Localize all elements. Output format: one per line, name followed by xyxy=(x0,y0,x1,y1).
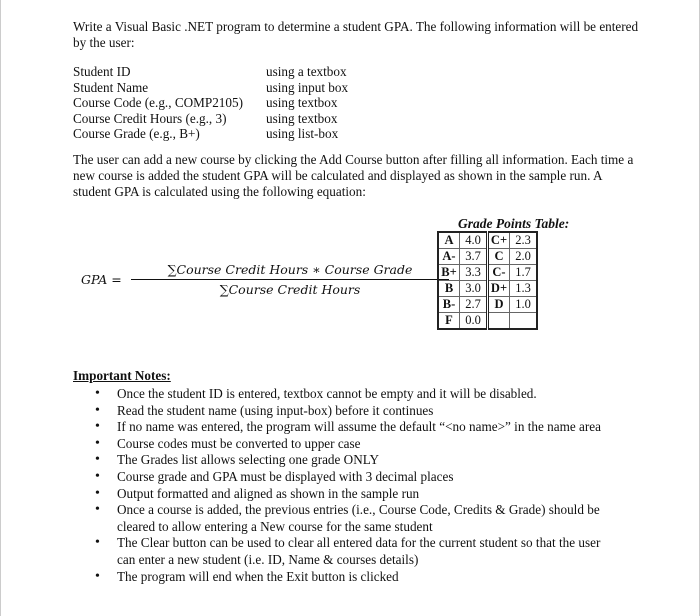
note-item xyxy=(73,386,643,403)
note-item xyxy=(73,569,643,586)
grade-points: 1.7 xyxy=(510,265,538,281)
note-line: The program will end when the Exit button is clicked xyxy=(117,568,399,584)
bullet-icon: • xyxy=(95,535,100,551)
field-label: Student Name xyxy=(73,79,149,95)
grade-letter: B+ xyxy=(438,265,460,281)
field-input-type: using a textbox xyxy=(266,64,347,79)
grade-letter: C+ xyxy=(488,232,510,249)
field-label: Course Grade (e.g., B+) xyxy=(73,126,200,141)
grade-table-title: Grade Points Table: xyxy=(458,216,570,231)
grade-points: 3.0 xyxy=(460,281,488,297)
intro-line-1: Write a Visual Basic .NET program to determine a student GPA. The following information will be entered xyxy=(73,19,639,34)
grade-points: 3.3 xyxy=(460,265,488,281)
grade-points: 2.7 xyxy=(460,297,488,313)
grade-row xyxy=(438,265,537,281)
note-item xyxy=(73,452,643,469)
note-item xyxy=(73,436,643,453)
grade-row xyxy=(438,281,537,297)
note-line: Course grade and GPA must be displayed with 3 decimal places xyxy=(117,468,454,484)
grade-points-table xyxy=(437,231,538,330)
note-item xyxy=(73,502,643,535)
grade-letter: C- xyxy=(488,265,510,281)
grade-letter: B- xyxy=(438,297,460,313)
grade-points: 2.3 xyxy=(510,232,538,249)
note-item xyxy=(73,403,643,420)
bullet-icon: • xyxy=(95,502,100,518)
grade-letter: A- xyxy=(438,249,460,265)
field-label: Course Credit Hours (e.g., 3) xyxy=(73,110,227,126)
grade-letter: A xyxy=(438,232,460,249)
grade-letter: C xyxy=(488,249,510,265)
bullet-icon: • xyxy=(95,435,100,451)
grade-letter: D+ xyxy=(488,281,510,297)
bullet-icon: • xyxy=(95,568,100,584)
field-input-type: using textbox xyxy=(266,95,338,110)
grade-points: 1.3 xyxy=(510,281,538,297)
note-line: If no name was entered, the program will assume the default “<no name>” in the name area xyxy=(117,419,601,435)
field-input-type: using textbox xyxy=(266,110,338,126)
grade-row xyxy=(438,297,537,313)
notes-heading: Important Notes: xyxy=(73,368,171,383)
note-line: Output formatted and aligned as shown in the sample run xyxy=(117,485,420,501)
bullet-icon: • xyxy=(95,452,100,468)
note-line: Once the student ID is entered, textbox cannot be empty and it will be disabled. xyxy=(117,386,537,401)
formula-numerator: ∑Course Credit Hours ∗ Course Grade xyxy=(131,262,449,280)
grade-points: 4.0 xyxy=(460,232,488,249)
note-line: The Grades list allows selecting one grade ONLY xyxy=(117,452,379,468)
note-line: Course codes must be converted to upper case xyxy=(117,435,361,451)
note-item xyxy=(73,486,643,503)
formula-lhs: GPA = xyxy=(81,272,122,287)
note-item xyxy=(73,419,643,436)
bullet-icon: • xyxy=(95,468,100,484)
grade-letter: B xyxy=(438,281,460,297)
note-line: Once a course is added, the previous entries (i.e., Course Code, Credits & Grade) should be xyxy=(117,502,600,518)
note-line: Read the student name (using input-box) before it continues xyxy=(117,402,434,418)
field-label: Student ID xyxy=(73,64,131,79)
grade-row xyxy=(438,249,537,265)
note-line: can enter a new student (i.e. ID, Name & courses details) xyxy=(117,551,419,567)
field-input-type: using input box xyxy=(266,79,349,95)
bullet-icon: • xyxy=(95,402,100,418)
grade-row xyxy=(438,232,537,249)
intro-line-2: by the user: xyxy=(73,35,135,50)
note-line: The Clear button can be used to clear all entered data for the current student so that the user xyxy=(117,535,601,551)
bullet-icon: • xyxy=(95,485,100,501)
field-input-type: using list-box xyxy=(266,126,339,141)
formula-denominator: ∑Course Credit Hours xyxy=(219,282,361,297)
note-item xyxy=(73,535,643,568)
grade-letter xyxy=(488,313,510,330)
grade-points: 3.7 xyxy=(460,249,488,265)
bullet-icon: • xyxy=(95,419,100,435)
paragraph-line: student GPA is calculated using the following equation: xyxy=(73,184,366,199)
grade-letter: F xyxy=(438,313,460,330)
bullet-icon: • xyxy=(95,386,100,401)
field-label: Course Code (e.g., COMP2105) xyxy=(73,95,243,110)
grade-letter: D xyxy=(488,297,510,313)
paragraph-line: new course is added the student GPA will be calculated and displayed as shown in the sample run. A xyxy=(73,168,603,183)
grade-points xyxy=(510,313,538,330)
grade-points: 0.0 xyxy=(460,313,488,330)
grade-points: 1.0 xyxy=(510,297,538,313)
notes-list xyxy=(73,386,643,585)
grade-row xyxy=(438,313,537,330)
grade-points: 2.0 xyxy=(510,249,538,265)
note-line: cleared to allow entering a New course for the same student xyxy=(117,518,433,534)
paragraph-line: The user can add a new course by clicking the Add Course button after filling all information. Each time a xyxy=(73,152,634,167)
note-item xyxy=(73,469,643,486)
